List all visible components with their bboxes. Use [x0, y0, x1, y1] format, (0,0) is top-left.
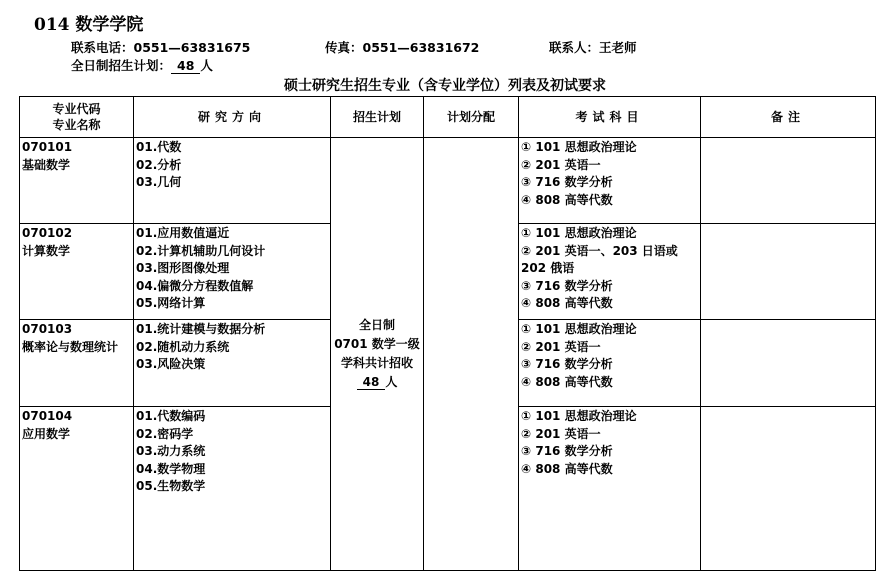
direction-item: 03.风险决策 — [136, 357, 206, 371]
plan-line: 全日制 — [358, 318, 395, 332]
direction-item: 04.偏微分方程数值解 — [136, 278, 254, 293]
exam-item: ② 201 英语一、203 日语或 202 俄语 — [521, 243, 678, 275]
exam-item: ④ 808 高等代数 — [521, 461, 613, 476]
exam-item: ② 201 英语一 — [521, 426, 601, 441]
enrollment-plan-unit: 人 — [200, 58, 213, 73]
header-allocation: 计划分配 — [424, 97, 519, 138]
allocation-cell — [424, 138, 519, 571]
enrollment-plan-label: 全日制招生计划： — [71, 58, 172, 73]
major-cell — [20, 138, 134, 224]
header-code-name — [20, 97, 134, 138]
table-header-row — [20, 97, 876, 138]
major-name: 应用数学 — [22, 426, 71, 441]
direction-item: 02.密码学 — [136, 426, 194, 441]
table-caption: 硕士研究生招生专业（含专业学位）列表及初试要求 — [284, 78, 606, 94]
header-notes: 备注 — [701, 97, 876, 138]
enrollment-plan — [71, 56, 213, 74]
notes-cell — [701, 320, 876, 407]
direction-item: 01.统计建模与数据分析 — [136, 322, 266, 336]
contact-person: 联系人：王老师 — [549, 40, 637, 55]
enrollment-plan-count: 48 — [171, 58, 200, 74]
exam-item: ③ 716 数学分析 — [521, 444, 613, 458]
header-plan: 招生计划 — [331, 97, 424, 138]
major-cell — [20, 407, 134, 571]
exam-item: ② 201 英语一 — [521, 339, 601, 354]
direction-cell — [134, 224, 331, 320]
plan-cell — [331, 138, 424, 571]
direction-item: 01.应用数值逼近 — [136, 226, 230, 240]
major-name: 计算数学 — [22, 243, 71, 258]
notes-cell — [701, 224, 876, 320]
direction-cell — [134, 320, 331, 407]
direction-item: 02.分析 — [136, 157, 182, 172]
major-code: 070101 — [22, 140, 73, 154]
exam-cell — [519, 138, 701, 224]
header-direction: 研究方向 — [134, 97, 331, 138]
program-table — [19, 96, 876, 571]
direction-item: 02.随机动力系统 — [136, 339, 230, 354]
exam-item: ④ 808 高等代数 — [521, 192, 613, 207]
exam-item: ① 101 思想政治理论 — [521, 322, 637, 336]
exam-cell — [519, 320, 701, 407]
exam-item: ③ 716 数学分析 — [521, 278, 613, 293]
major-name: 概率论与数理统计 — [22, 339, 119, 354]
direction-item: 03.几何 — [136, 175, 182, 189]
plan-count: 48 — [357, 375, 386, 390]
direction-item: 05.生物数学 — [136, 479, 206, 493]
header-name: 专业名称 — [52, 118, 101, 132]
notes-cell — [701, 138, 876, 224]
direction-item: 03.图形图像处理 — [136, 261, 230, 275]
direction-item: 03.动力系统 — [136, 444, 206, 458]
exam-cell — [519, 224, 701, 320]
exam-item: ① 101 思想政治理论 — [521, 226, 637, 240]
direction-item: 01.代数 — [136, 140, 182, 154]
header-code: 专业代码 — [52, 102, 101, 116]
department-title: 014 数学学院 — [34, 15, 144, 35]
header-exam: 考试科目 — [519, 97, 701, 138]
major-code: 070102 — [22, 226, 73, 240]
contact-fax: 传真：0551—63831672 — [325, 40, 480, 55]
plan-total — [333, 373, 421, 392]
direction-cell — [134, 138, 331, 224]
exam-item: ③ 716 数学分析 — [521, 175, 613, 189]
direction-item: 04.数学物理 — [136, 461, 206, 476]
major-cell — [20, 224, 134, 320]
exam-cell — [519, 407, 701, 571]
direction-item: 01.代数编码 — [136, 409, 206, 423]
exam-item: ③ 716 数学分析 — [521, 357, 613, 371]
direction-cell — [134, 407, 331, 571]
major-name: 基础数学 — [22, 157, 71, 172]
contact-phone: 联系电话：0551—63831675 — [71, 40, 251, 55]
major-code: 070104 — [22, 409, 73, 423]
major-code: 070103 — [22, 322, 73, 336]
direction-item: 05.网络计算 — [136, 296, 206, 310]
exam-item: ④ 808 高等代数 — [521, 374, 613, 389]
exam-item: ① 101 思想政治理论 — [521, 140, 637, 154]
notes-cell — [701, 407, 876, 571]
exam-item: ④ 808 高等代数 — [521, 296, 613, 310]
exam-item: ① 101 思想政治理论 — [521, 409, 637, 423]
direction-item: 02.计算机辅助几何设计 — [136, 243, 266, 258]
plan-line: 0701 数学一级 — [334, 337, 420, 351]
plan-line: 学科共计招收 — [340, 356, 413, 370]
major-cell — [20, 320, 134, 407]
exam-item: ② 201 英语一 — [521, 157, 601, 172]
plan-unit: 人 — [385, 375, 398, 389]
table-row — [20, 138, 876, 224]
